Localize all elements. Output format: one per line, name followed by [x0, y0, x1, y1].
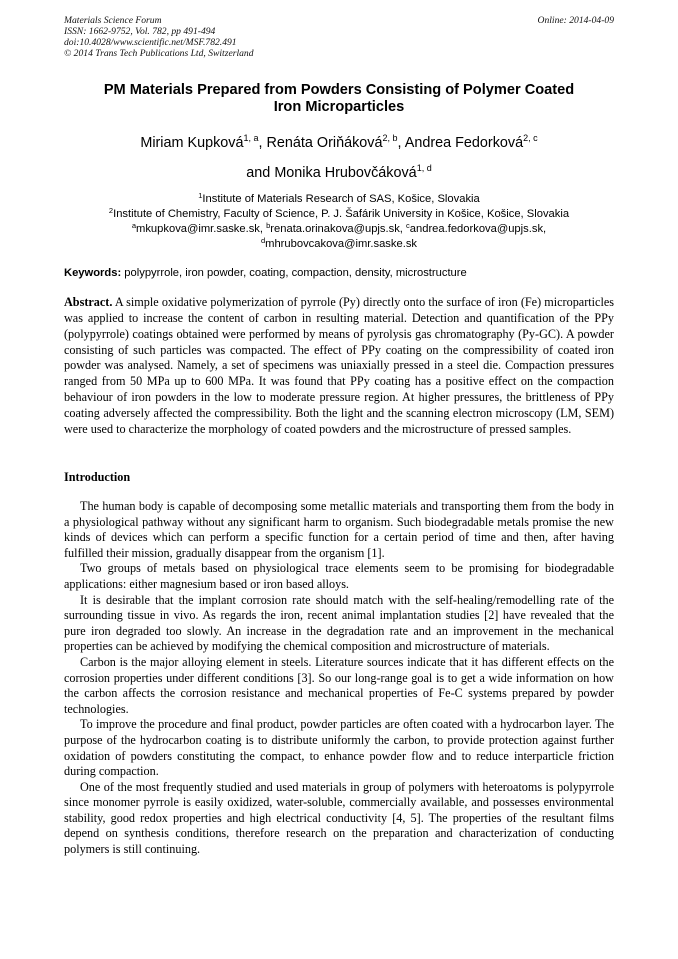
author-name: Miriam Kupková: [140, 135, 244, 151]
affiliation-1: [64, 192, 614, 207]
paragraph: It is desirable that the implant corrosion rate should match with the self-healing/remodelling rate of the surrounding tissue in vivo. As regards the iron, recent animal implantation studies [2] have revealed that the pure iron degraded too slowly. An increase in the degradation rate and an improvement in the mechanical properties can be achieved by modifying the chemical composition and microstructure of materials.: [64, 592, 614, 654]
email-mark: d: [260, 236, 266, 245]
author-line-2: [64, 158, 614, 188]
author-affil-mark: 2, c: [523, 133, 538, 143]
journal-header: [64, 15, 254, 59]
title-line-2: Iron Microparticles: [273, 99, 405, 115]
email-mark: b: [266, 221, 271, 230]
keywords: [64, 266, 614, 280]
email-mark: c: [406, 221, 410, 230]
author-name: Renáta Oriňáková: [266, 135, 383, 151]
author-affil-mark: 1, d: [416, 163, 432, 173]
author-separator: ,: [397, 135, 405, 151]
paper-title: [64, 82, 614, 116]
author-name: Monika Hrubovčáková: [274, 165, 417, 181]
paragraph: The human body is capable of decomposing some metallic materials and transporting them from the body in a physiological pathway without any significant harm to organism. Such biodegradable metals promise the new kinds of devices which can perform a specific function for a certain period of time and then, after having fulfilled their mission, gradually disappear from the organism [1].: [64, 499, 614, 560]
email-address: mkupkova@imr.saske.sk,: [136, 223, 267, 235]
affiliation-text: Institute of Materials Research of SAS, Košice, Slovakia: [202, 193, 480, 205]
affiliation-text: Institute of Chemistry, Faculty of Science, P. J. Šafárik University in Košice, Košice, Slovakia: [113, 208, 570, 220]
paragraph: To improve the procedure and final product, powder particles are often coated with a hydrocarbon layer. The purpose of the hydrocarbon coating is to distribute uniformly the carbon, to provide protection against further oxidation of powders constituting the compact, to enhance powder flow and to reduce interparticle friction during compaction.: [64, 717, 614, 779]
keywords-text: polypyrrole, iron powder, coating, compaction, density, microstructure: [121, 267, 467, 279]
affiliations: [64, 192, 614, 252]
author-list: [64, 128, 614, 188]
author-separator: ,: [258, 135, 267, 151]
author-affil-mark: 2, b: [382, 133, 398, 143]
journal-name: Materials Science Forum: [64, 15, 162, 26]
email-address: renata.orinakova@upjs.sk,: [270, 223, 407, 235]
section-heading-introduction: Introduction: [64, 470, 131, 484]
copyright-line: © 2014 Trans Tech Publications Ltd, Switzerland: [64, 48, 254, 59]
email-mark: a: [131, 221, 137, 230]
email-address: mhrubovcakova@imr.saske.sk: [265, 238, 418, 250]
abstract-label: Abstract.: [64, 295, 113, 309]
email-line-1: [64, 222, 614, 237]
paragraph: Two groups of metals based on physiological trace elements seem to be promising for biodegradable applications: either magnesium based or iron based alloys.: [64, 561, 614, 591]
author-name: Andrea Fedorková: [404, 135, 524, 151]
paragraph: Carbon is the major alloying element in steels. Literature sources indicate that it has different effects on the corrosion properties under different conditions [3]. So our long-range goal is to get a wide information on how the carbon affects the corrosion resistance and mechanical properties of Fe-C systems prepared by powder technologies.: [64, 654, 614, 716]
title-line-1: PM Materials Prepared from Powders Consisting of Polymer Coated: [103, 82, 575, 98]
introduction-body: [64, 499, 614, 858]
affiliation-mark: 2: [108, 206, 114, 215]
doi-line: doi:10.4028/www.scientific.net/MSF.782.491: [64, 37, 237, 48]
email-line-2: [64, 237, 614, 252]
author-prefix: and: [246, 165, 275, 181]
issn-line: ISSN: 1662-9752, Vol. 782, pp 491-494: [64, 26, 216, 37]
affiliation-2: [64, 207, 614, 222]
keywords-label: Keywords:: [64, 267, 122, 279]
online-date: Online: 2014-04-09: [537, 15, 614, 26]
author-affil-mark: 1, a: [243, 133, 259, 143]
email-address: andrea.fedorkova@upjs.sk,: [409, 223, 547, 235]
abstract-text: A simple oxidative polymerization of pyrrole (Py) directly onto the surface of iron (Fe) microparticles was applied to increase the content of carbon in resulting material. Detection and quantification of the PPy (polypyrrole) coatings obtained were performed by means of pyrolysis gas chromatography (Py-GC). A powder consisting of such particles was compacted. The effect of PPy coating on the compressibility of coated iron powder was analysed. Namely, a set of specimens was uniaxially pressed in a steel die. Compaction pressures ranged from 50 MPa up to 600 MPa. It was found that PPy coating has a positive effect on the compaction behaviour of iron powders in the low to moderate pressure region. At higher pressures, the brittleness of PPy coating adversely affected the compressibility. Both the light and the scanning electron microscopy (LM, SEM) were used to characterize the morphology of coated powders and the microstructure of pressed samples.: [64, 295, 614, 436]
abstract: [64, 295, 614, 438]
author-line-1: [64, 128, 614, 158]
affiliation-mark: 1: [198, 191, 203, 200]
paragraph: One of the most frequently studied and used materials in group of polymers with heteroatoms is polypyrrole since monomer pyrrole is easily oxidized, water-soluble, commercially available, and possesses environmental stability, good redox properties and high electrical conductivity [4, 5]. The properties of the resultant films depend on synthesis conditions, therefore research on the preparation and characterization of conducting polymers is still continuing.: [64, 779, 614, 857]
